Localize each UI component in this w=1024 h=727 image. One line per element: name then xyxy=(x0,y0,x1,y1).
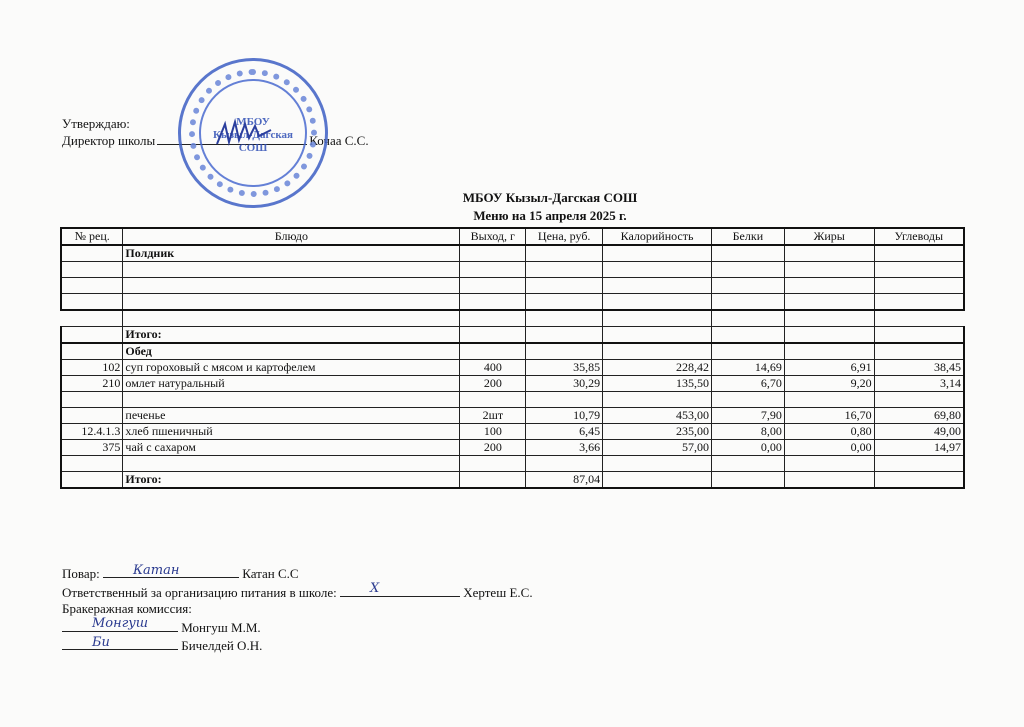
menu-table xyxy=(60,227,965,489)
table-row xyxy=(61,408,964,424)
dish-name: хлеб пшеничный xyxy=(123,424,460,440)
protein: 7,90 xyxy=(711,408,784,424)
rec-number xyxy=(61,408,123,424)
cook-line xyxy=(62,564,533,583)
fat xyxy=(784,456,874,472)
col-header: Выход, г xyxy=(460,228,526,245)
protein: 8,00 xyxy=(711,424,784,440)
calories: 453,00 xyxy=(603,408,712,424)
table-row xyxy=(61,294,964,311)
dish-name: суп гороховый с мясом и картофелем xyxy=(123,360,460,376)
responsible-name: Хертеш Е.С. xyxy=(463,584,533,600)
protein: 0,00 xyxy=(711,440,784,456)
fat: 9,20 xyxy=(784,376,874,392)
dish-name: чай с сахаром xyxy=(123,440,460,456)
member1-signature: Монгуш xyxy=(92,616,149,631)
protein xyxy=(711,392,784,408)
carbs: 14,97 xyxy=(874,440,964,456)
price: 10,79 xyxy=(526,408,603,424)
signatures-block xyxy=(62,564,533,655)
total-price: 87,04 xyxy=(526,472,603,489)
member2-signature: Би xyxy=(92,634,110,650)
rec-number: 375 xyxy=(61,440,123,456)
col-header: Жиры xyxy=(784,228,874,245)
member1-line xyxy=(62,618,533,637)
yield xyxy=(460,392,526,408)
total-label: Итого: xyxy=(123,472,460,489)
rec-number xyxy=(61,392,123,408)
table-row xyxy=(61,440,964,456)
fat: 0,80 xyxy=(784,424,874,440)
carbs: 49,00 xyxy=(874,424,964,440)
school-title: МБОУ Кызыл-Дагская СОШ xyxy=(462,190,638,205)
price: 30,29 xyxy=(526,376,603,392)
yield: 400 xyxy=(460,360,526,376)
member1-name: Монгуш М.М. xyxy=(181,619,261,635)
table-row xyxy=(61,262,964,278)
table-row xyxy=(61,424,964,440)
dish-name: омлет натуральный xyxy=(123,376,460,392)
protein: 14,69 xyxy=(711,360,784,376)
calories: 135,50 xyxy=(603,376,712,392)
price: 35,85 xyxy=(526,360,603,376)
carbs: 3,14 xyxy=(874,376,964,392)
cook-label: Повар: xyxy=(62,566,100,581)
carbs xyxy=(874,456,964,472)
section-row-snack xyxy=(61,245,964,262)
carbs: 69,80 xyxy=(874,408,964,424)
table-row xyxy=(61,376,964,392)
menu-title: Меню на 15 апреля 2025 г. xyxy=(473,208,627,223)
dish-name xyxy=(123,392,460,408)
dish-name: печенье xyxy=(123,408,460,424)
yield: 200 xyxy=(460,376,526,392)
yield: 100 xyxy=(460,424,526,440)
member2-line xyxy=(62,636,533,655)
dish-name xyxy=(123,456,460,472)
cook-signature: Катан xyxy=(133,562,180,578)
responsible-signature-line xyxy=(340,583,460,597)
protein: 6,70 xyxy=(711,376,784,392)
cook-name: Катан С.С xyxy=(242,566,299,581)
table-row xyxy=(61,278,964,294)
yield: 2шт xyxy=(460,408,526,424)
section-label: Обед xyxy=(123,343,460,360)
stamp-line-2: Кызыл-Дагская xyxy=(213,129,293,141)
col-header: Калорийность xyxy=(603,228,712,245)
carbs xyxy=(874,392,964,408)
col-header: Углеводы xyxy=(874,228,964,245)
approval-label: Утверждаю: xyxy=(62,116,130,131)
table-row xyxy=(61,392,964,408)
responsible-line xyxy=(62,583,533,602)
commission-label: Бракеражная комиссия: xyxy=(62,601,192,616)
calories: 228,42 xyxy=(603,360,712,376)
responsible-signature: Х xyxy=(370,581,380,596)
price xyxy=(526,392,603,408)
table-header-row xyxy=(61,228,964,245)
section-label: Полдник xyxy=(123,245,460,262)
carbs: 38,45 xyxy=(874,360,964,376)
calories: 57,00 xyxy=(603,440,712,456)
yield: 200 xyxy=(460,440,526,456)
responsible-label: Ответственный за организацию питания в школе: xyxy=(62,584,337,600)
rec-number: 102 xyxy=(61,360,123,376)
price: 3,66 xyxy=(526,440,603,456)
price xyxy=(526,456,603,472)
col-header: Блюдо xyxy=(123,228,460,245)
table-row xyxy=(61,360,964,376)
director-position: Директор школы xyxy=(62,133,156,148)
rec-number: 12.4.1.3 xyxy=(61,424,123,440)
director-signature-icon xyxy=(215,118,275,148)
director-name: Кочаа С.С. xyxy=(309,133,369,148)
yield xyxy=(460,456,526,472)
rec-number: 210 xyxy=(61,376,123,392)
section-row-lunch xyxy=(61,343,964,360)
member2-name: Бичелдей О.Н. xyxy=(181,638,263,653)
rec-number xyxy=(61,456,123,472)
member1-signature-line xyxy=(62,618,178,632)
price: 6,45 xyxy=(526,424,603,440)
fat: 0,00 xyxy=(784,440,874,456)
member2-signature-line xyxy=(62,636,178,650)
fat xyxy=(784,392,874,408)
total-row-lunch xyxy=(61,472,964,489)
table-row xyxy=(61,310,964,327)
fat: 16,70 xyxy=(784,408,874,424)
total-row-snack xyxy=(61,327,964,344)
col-header: № рец. xyxy=(61,228,123,245)
stamp-line-3: СОШ xyxy=(238,142,268,154)
protein xyxy=(711,456,784,472)
stamp-line-1: МБОУ xyxy=(236,116,270,128)
table-row xyxy=(61,456,964,472)
fat: 6,91 xyxy=(784,360,874,376)
calories: 235,00 xyxy=(603,424,712,440)
cook-signature-line xyxy=(103,564,239,578)
col-header: Белки xyxy=(711,228,784,245)
calories xyxy=(603,456,712,472)
total-label: Итого: xyxy=(123,327,460,344)
col-header: Цена, руб. xyxy=(526,228,603,245)
calories xyxy=(603,392,712,408)
